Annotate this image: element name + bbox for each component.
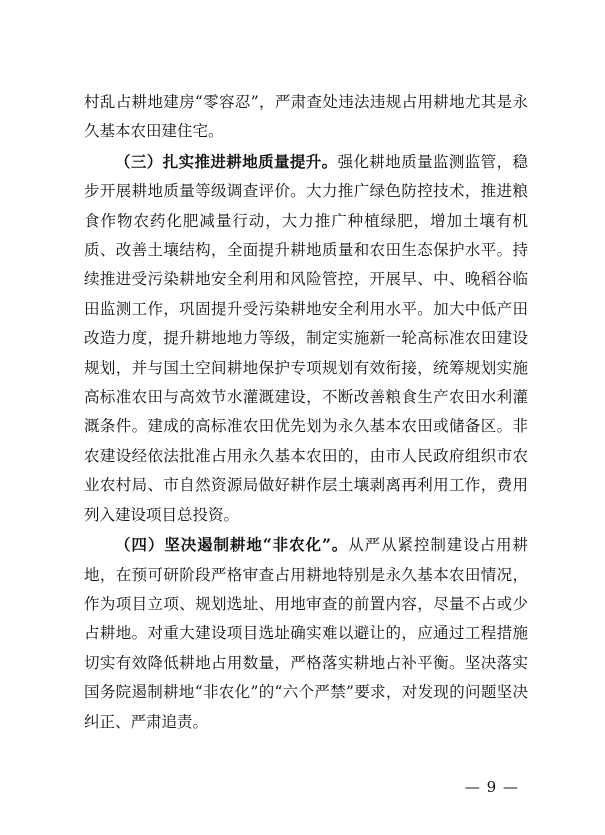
paragraph-section-four bbox=[84, 530, 528, 737]
paragraph-continuation bbox=[84, 88, 528, 147]
section-heading-three: （三）扎实推进耕地质量提升。 bbox=[115, 151, 338, 171]
section-heading-four: （四）坚决遏制耕地“非农化”。 bbox=[115, 535, 349, 555]
page-number: — 9 — bbox=[464, 778, 519, 796]
paragraph-text: 强化耕地质量监测监管，稳步开展耕地质量等级调查评价。大力推广绿色防控技术，推进粮食作物农药化肥减量行动，大力推广种植绿肥，增加土壤有机质、改善土壤结构，全面提升耕地质量和农田生态保护水平。持续推进受污染耕地安全利用和风险管控，开展早、中、晚稻谷临田监测工作，巩固提升受污染耕地安全利用水平。加大中低产田改造力度，提升耕地地力等级，制定实施新一轮高标准农田建设规划，并与国土空间耕地保护专项规划有效衔接，统筹规划实施高标准农田与高效节水灌溉建设，不断改善粮食生产农田水利灌溉条件。建成的高标准农田优先划为永久基本农田或储备区。非农建设经依法批准占用永久基本农田的，由市人民政府组织市农业农村局、市自然资源局做好耕作层土壤剥离再利用工作，费用列入建设项目总投资。 bbox=[84, 152, 528, 524]
paragraph-section-three bbox=[84, 147, 528, 530]
paragraph-text: 从严从紧控制建设占用耕地，在预可研阶段严格审查占用耕地特别是永久基本农田情况，作为项目立项、规划选址、用地审查的前置内容，尽量不占或少占耕地。对重大建设项目选址确实难以避让的，应通过工程措施切实有效降低耕地占用数量，严格落实耕地占补平衡。坚决落实国务院遏制耕地“非农化”的“六个严禁”要求，对发现的问题坚决纠正、严肃追责。 bbox=[84, 536, 528, 731]
document-body bbox=[84, 88, 528, 737]
paragraph-text: 村乱占耕地建房“零容忍”，严肃查处违法违规占用耕地尤其是永久基本农田建住宅。 bbox=[84, 93, 528, 141]
